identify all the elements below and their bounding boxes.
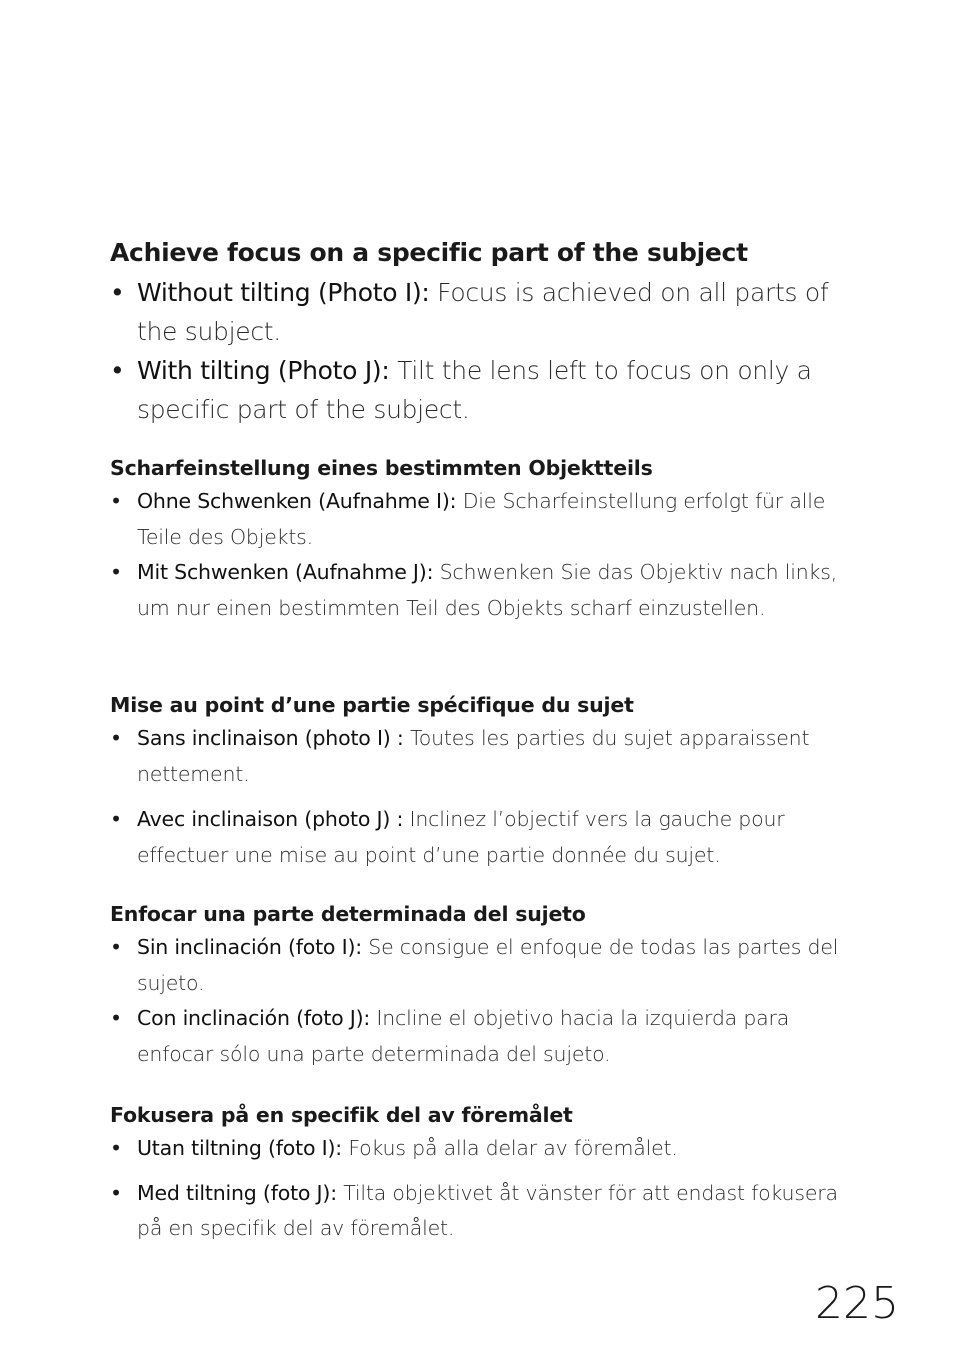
item-description: Incline el objetivo hacia la izquierda para enfocar sólo una parte determinada del sujeto.	[137, 1006, 790, 1066]
list-item	[110, 273, 850, 351]
item-description: Fokus på alla delar av föremålet.	[348, 1136, 678, 1160]
item-description: Tilta objektivet åt vänster för att endast fokusera på en specifik del av föremålet.	[137, 1180, 838, 1240]
list-item	[110, 1131, 850, 1167]
section-german	[110, 452, 850, 626]
bullet-icon: •	[110, 726, 122, 750]
item-term: Sin inclinación (foto I):	[137, 935, 369, 959]
list-item	[110, 351, 850, 429]
list-item	[110, 1176, 850, 1247]
item-description: Focus is achieved on all parts of the subject.	[137, 278, 829, 346]
item-description: Schwenken Sie das Objektiv nach links, um nur einen bestimmten Teil des Objekts scharf einzustellen.	[137, 560, 838, 620]
bullet-icon: •	[110, 1006, 122, 1030]
bullet-icon: •	[110, 1180, 122, 1205]
bullet-list	[110, 273, 850, 429]
bullet-list	[110, 1131, 850, 1247]
item-term: Sans inclinaison (photo I) :	[137, 726, 410, 750]
list-item	[110, 555, 850, 626]
list-item	[110, 930, 850, 1001]
item-description: Inclinez l’objectif vers la gauche pour effectuer une mise au point d’une partie donnée du sujet.	[137, 807, 785, 867]
bullet-icon: •	[110, 278, 125, 307]
section-english	[110, 233, 850, 429]
page-number: 225	[815, 1278, 899, 1329]
bullet-icon: •	[110, 1136, 122, 1160]
section-heading: Fokusera på en specifik del av föremålet	[110, 1103, 573, 1127]
list-item	[110, 802, 850, 873]
bullet-icon: •	[110, 489, 122, 513]
item-term: Mit Schwenken (Aufnahme J):	[137, 560, 440, 584]
section-heading: Mise au point d’une partie spécifique du sujet	[110, 693, 634, 717]
bullet-icon: •	[110, 935, 122, 959]
bullet-icon: •	[110, 807, 122, 831]
list-item	[110, 1001, 850, 1072]
list-item	[110, 484, 850, 555]
list-item	[110, 721, 850, 792]
item-term: Med tiltning (foto J):	[137, 1180, 344, 1205]
item-description: Toutes les parties du sujet apparaissent nettement.	[137, 726, 810, 786]
item-term: Without tilting (Photo I):	[137, 278, 438, 307]
item-description: Tilt the lens left to focus on only a specific part of the subject.	[137, 356, 812, 424]
section-french	[110, 689, 850, 873]
item-description: Die Scharfeinstellung erfolgt für alle Teile des Objekts.	[137, 489, 826, 549]
item-term: Avec inclinaison (photo J) :	[137, 807, 410, 831]
section-swedish	[110, 1099, 850, 1247]
section-heading: Scharfeinstellung eines bestimmten Objektteils	[110, 456, 653, 480]
item-description: Se consigue el enfoque de todas las partes del sujeto.	[137, 935, 839, 995]
item-term: Utan tiltning (foto I):	[137, 1136, 349, 1160]
bullet-list	[110, 484, 850, 626]
bullet-icon: •	[110, 356, 125, 385]
section-heading: Enfocar una parte determinada del sujeto	[110, 902, 586, 926]
item-term: With tilting (Photo J):	[137, 356, 398, 385]
bullet-list	[110, 721, 850, 873]
item-term: Con inclinación (foto J):	[137, 1006, 377, 1030]
section-heading: Achieve focus on a specific part of the subject	[110, 238, 748, 267]
bullet-icon: •	[110, 560, 122, 584]
bullet-list	[110, 930, 850, 1072]
section-spanish	[110, 898, 850, 1072]
item-term: Ohne Schwenken (Aufnahme I):	[137, 489, 463, 513]
